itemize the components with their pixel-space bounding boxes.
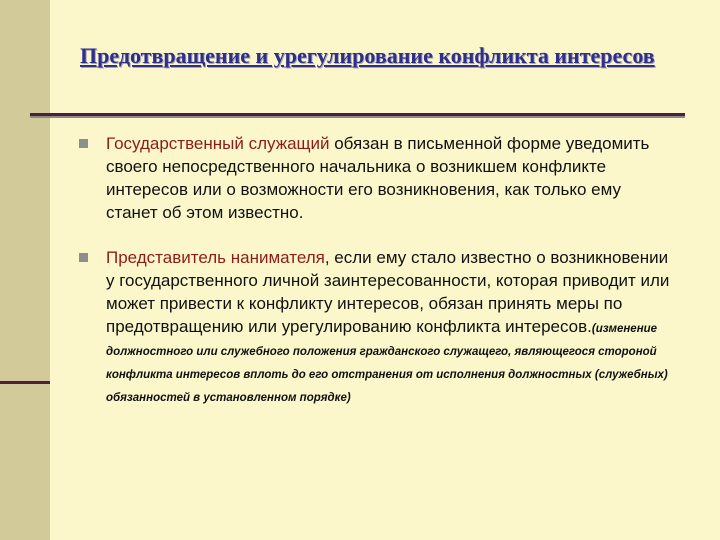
slide-title: Предотвращение и урегулирование конфликта интересов [80, 43, 655, 68]
bullet-item-employer-representative [76, 246, 676, 407]
title-divider-shadow [30, 116, 685, 118]
bullet-text: обязан в письменной форме уведомить своего непосредственного начальника о возникшем конфликте интересов или о возможности его возникновения, как только ему станет об этом известно. [106, 134, 650, 222]
bullet-text: , если ему стало известно о возникновении у государственного личной заинтересованности, которая приводит или может привести к конфликту интересов, обязан принять меры по предотвращению или урегулированию конфликта интересов. [106, 248, 670, 336]
square-bullet-icon [79, 139, 88, 148]
sidebar-decoration [0, 0, 50, 540]
bullet-highlight: Государственный служащий [106, 134, 330, 153]
square-bullet-icon [79, 253, 88, 262]
sidebar-divider [0, 381, 50, 384]
bullet-list [76, 132, 676, 407]
bullet-note: (изменение должностного или служебного положения гражданского служащего, являющегося стороной конфликта интересов вплоть до его отстранения от исполнения должностных (служебных) обязанностей в установленном порядке) [106, 323, 668, 404]
bullet-item-civil-servant [76, 132, 676, 224]
bullet-highlight: Представитель нанимателя [106, 248, 325, 267]
